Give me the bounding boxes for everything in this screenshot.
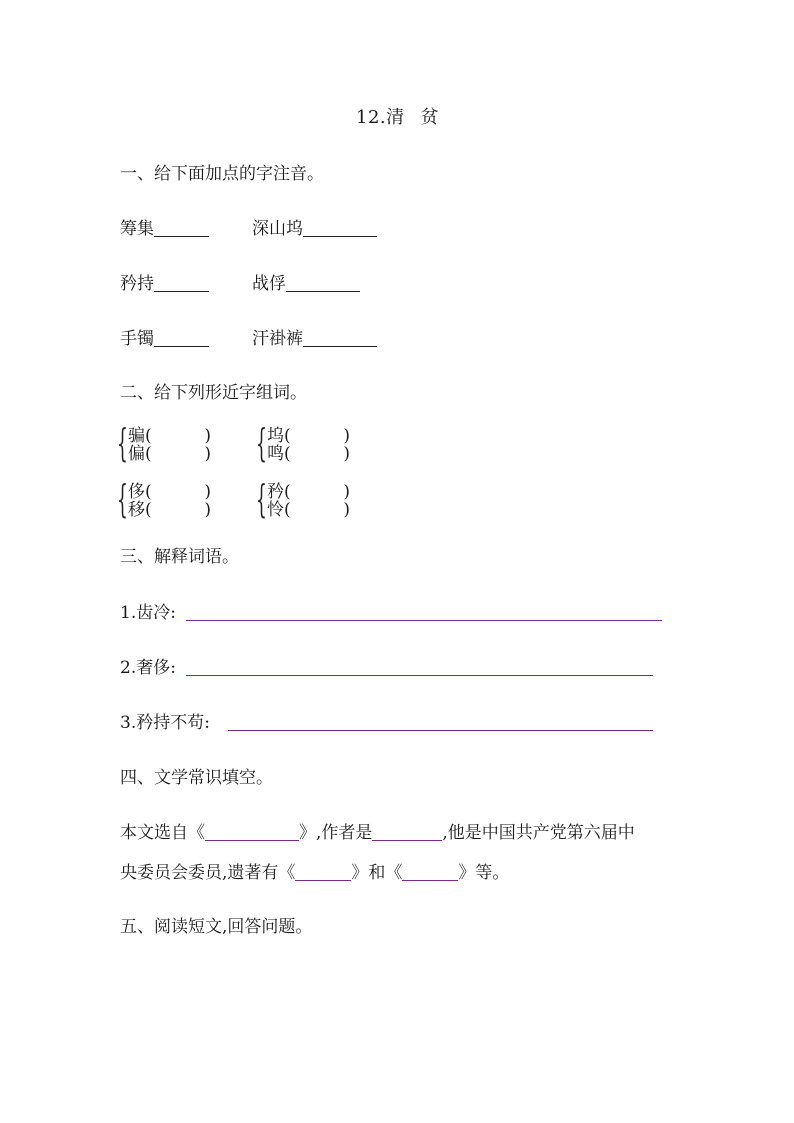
pinyin-item: 战俘 <box>252 273 360 294</box>
brace: { <box>117 421 128 465</box>
work-blank-1[interactable] <box>295 862 351 881</box>
brace: { <box>256 421 267 465</box>
answer-paren[interactable]: ( ) <box>284 482 350 502</box>
answer-paren[interactable]: ( ) <box>145 482 211 502</box>
answer-blank[interactable] <box>154 273 209 292</box>
word-group-row: 怜( ) <box>267 500 350 520</box>
title-char: 贫 <box>420 107 440 128</box>
answer-paren[interactable]: ( ) <box>145 444 211 464</box>
section-5-heading: 五、阅读短文,回答问题。 <box>120 917 313 937</box>
book-title-blank[interactable] <box>205 822 299 841</box>
definition-label: 3.矜持不苟: <box>120 713 210 733</box>
word-group-row: 矜( ) <box>267 482 350 502</box>
word-group-row: 鸣( ) <box>267 444 350 464</box>
word-group-row: 骗( ) <box>128 426 211 446</box>
literature-line-2: 央委员会委员,遗著有《 》和《 》等。 <box>120 863 510 883</box>
pinyin-item: 手镯 <box>120 328 209 349</box>
word-group-row: 坞( ) <box>267 426 350 446</box>
pinyin-item: 筹集 <box>120 218 209 239</box>
word-group-row: 侈( ) <box>128 482 211 502</box>
section-2-heading: 二、给下列形近字组词。 <box>120 383 307 403</box>
answer-blank[interactable] <box>286 273 360 292</box>
answer-paren[interactable]: ( ) <box>145 500 211 520</box>
page-title <box>356 108 439 128</box>
work-blank-2[interactable] <box>402 862 458 881</box>
brace: { <box>256 477 267 521</box>
word-group-row: 偏( ) <box>128 444 211 464</box>
author-blank[interactable] <box>372 822 442 841</box>
word-group-row: 移( ) <box>128 500 211 520</box>
answer-blank[interactable] <box>154 218 209 237</box>
answer-paren[interactable]: ( ) <box>145 426 211 446</box>
answer-paren[interactable]: ( ) <box>284 500 350 520</box>
answer-blank[interactable] <box>303 218 377 237</box>
pinyin-item: 矜持 <box>120 273 209 294</box>
title-number: 12.清 <box>356 107 405 128</box>
answer-paren[interactable]: ( ) <box>284 444 350 464</box>
section-4-heading: 四、文学常识填空。 <box>120 768 273 788</box>
section-1-heading: 一、给下面加点的字注音。 <box>120 164 324 184</box>
definition-label: 1.齿冷: <box>120 603 176 623</box>
answer-blank[interactable] <box>154 328 209 347</box>
answer-line[interactable] <box>228 730 653 731</box>
section-3-heading: 三、解释词语。 <box>120 547 239 567</box>
pinyin-item: 深山坞 <box>252 218 377 239</box>
answer-paren[interactable]: ( ) <box>284 426 350 446</box>
definition-label: 2.奢侈: <box>120 658 176 678</box>
pinyin-item: 汗褂裤 <box>252 328 377 349</box>
brace: { <box>117 477 128 521</box>
answer-line[interactable] <box>186 675 653 676</box>
answer-line[interactable] <box>186 620 662 621</box>
literature-line-1: 本文选自《 》,作者是 ,他是中国共产党第六届中 <box>120 823 635 843</box>
answer-blank[interactable] <box>303 328 377 347</box>
